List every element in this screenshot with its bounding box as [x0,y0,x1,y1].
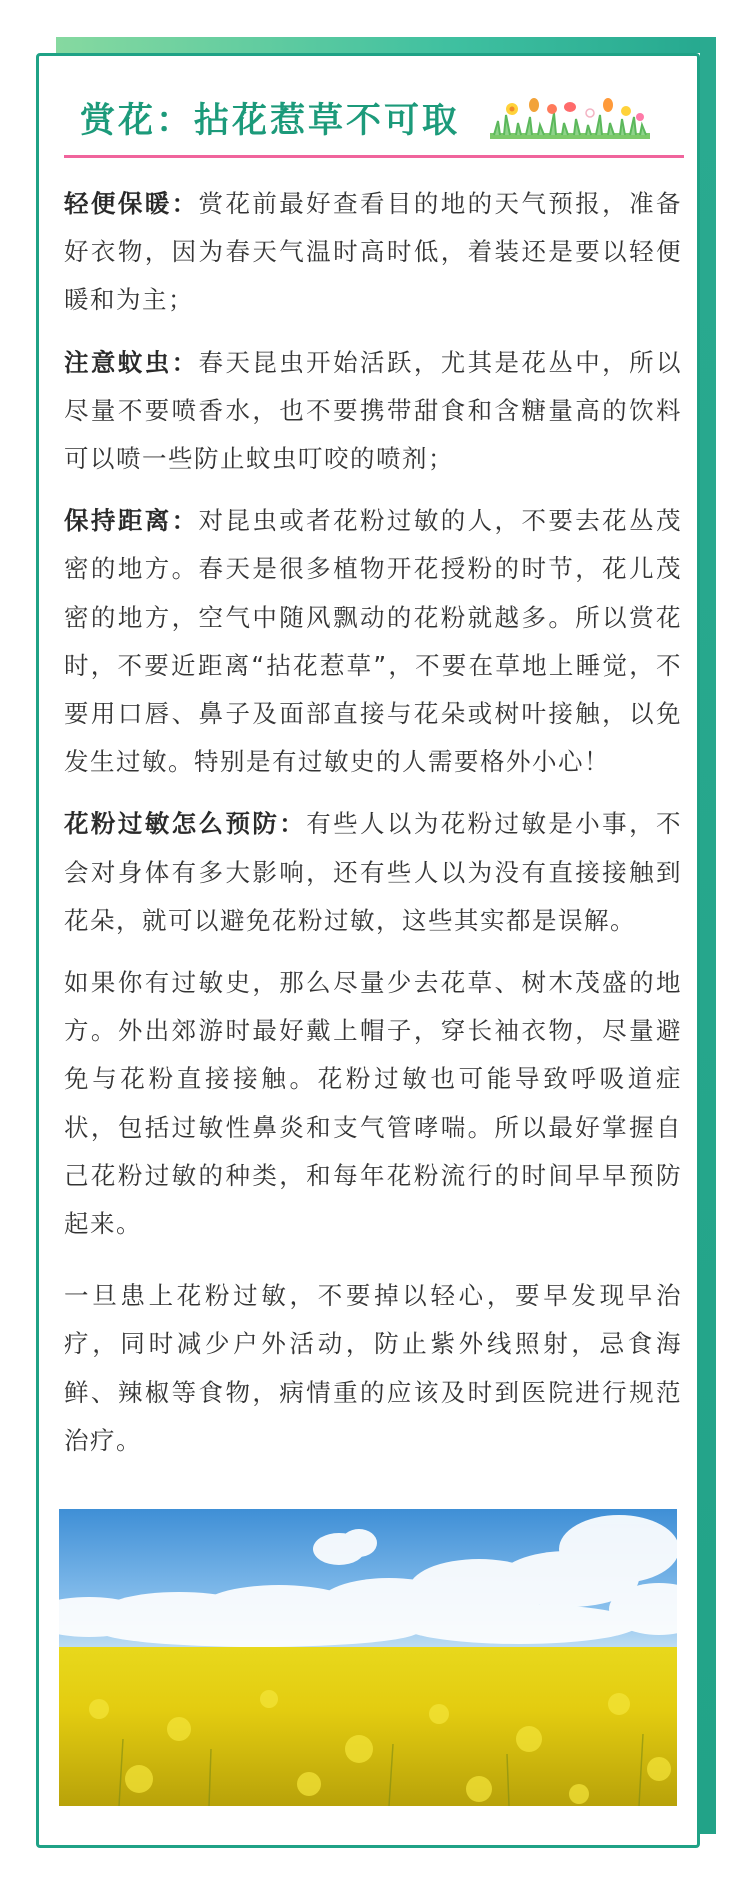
rapeseed-field-photo [59,1509,677,1806]
section-paragraph [64,800,682,945]
flower-border-icon [490,95,650,139]
section-text: 春天昆虫开始活跃，尤其是花丛中，所以尽量不要喷香水，也不要携带甜食和含糖量高的饮料可以喷一些防止蚊虫叮咬的喷剂； [64,347,682,474]
section-paragraph [64,339,682,484]
title-underline [64,155,684,158]
section-label: 注意蚊虫： [64,347,199,377]
decorative-top-bar [56,37,716,53]
section-label: 轻便保暖： [64,189,199,218]
body-paragraph: 如果你有过敏史，那么尽量少去花草、树木茂盛的地方。外出郊游时最好戴上帽子，穿长袖衣物，尽量避免与花粉直接接触。花粉过敏也可能导致呼吸道症状，包括过敏性鼻炎和支气管哮喘。所以最好掌握自己花粉过敏的种类，和每年花粉流行的时间早早预防起来。 [64,968,682,1239]
body-paragraph: 一旦患上花粉过敏，不要掉以轻心，要早发现早治疗，同时减少户外活动，防止紫外线照射，忌食海鲜、辣椒等食物，病情重的应该及时到医院进行规范治疗。 [64,1281,682,1455]
page-title: 赏花：拈花惹草不可取 [80,101,461,141]
section-paragraph [64,180,682,325]
section-label: 花粉过敏怎么预防： [64,809,307,839]
section-paragraph [64,497,682,786]
section-label: 保持距离： [64,506,199,536]
article-body [64,180,682,1479]
section-text: 有些人以为花粉过敏是小事，不会对身体有多大影响，还有些人以为没有直接接触到花朵，就可以避免花粉过敏，这些其实都是误解。 [64,809,683,935]
section-text: 对昆虫或者花粉过敏的人，不要去花丛茂密的地方。春天是很多植物开花授粉的时节，花儿茂密的地方，空气中随风飘动的花粉就越多。所以赏花时，不要近距离“拈花惹草”，不要在草地上睡觉，不要用口唇、鼻子及面部直接与花朵或树叶接触，以免发生过敏。特别是有过敏史的人需要格外小心！ [64,506,682,777]
decorative-side-bar [700,37,716,1834]
section-text: 赏花前最好查看目的地的天气预报，准备好衣物，因为春天气温时高时低，着装还是要以轻便暖和为主； [64,189,682,315]
